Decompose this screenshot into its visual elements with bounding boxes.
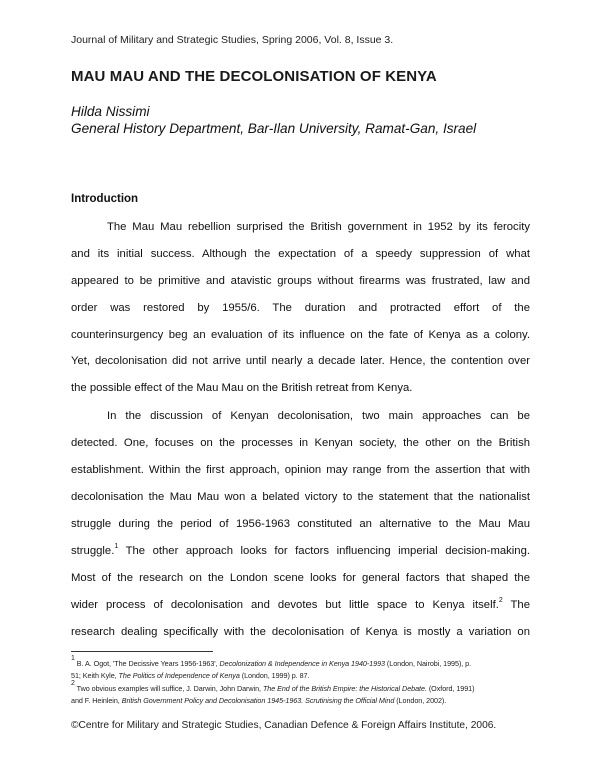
footnote-ref-1[interactable]: 1 bbox=[114, 543, 119, 550]
body-line: The Mau Mau rebellion surprised the British government in 1952 by its ferocity bbox=[107, 221, 530, 233]
article-title: MAU MAU AND THE DECOLONISATION OF KENYA bbox=[71, 68, 437, 85]
copyright-footer: ©Centre for Military and Strategic Studies, Canadian Defence & Foreign Affairs Institute, 2006. bbox=[71, 720, 497, 731]
body-line: appeared to be primitive and atavistic groups without firearms was frustrated, law and bbox=[71, 275, 530, 287]
body-line: Most of the research on the London scene looks for general factors that shaped the bbox=[71, 572, 530, 584]
body-line: wider process of decolonisation and devotes but little space to Kenya itself.$^2$ The bbox=[71, 597, 530, 611]
footnote-1: $^1$ B. A. Ogot, 'The Decissive Years 1956-1963', Decolonization & Independence in Kenya 1940-1993 (London, Nairobi, 1995), p. bbox=[71, 655, 472, 668]
footnote-divider bbox=[71, 651, 213, 652]
footnote-2: $^2$ Two obvious examples will suffice, J. Darwin, John Darwin, The End of the British Empire: the Historical Debate. (Oxford, 1991) bbox=[71, 680, 475, 693]
body-line: struggle during the period of 1956-1963 constituted an alternative to the Mau Mau bbox=[71, 518, 530, 530]
section-heading: Introduction bbox=[71, 193, 139, 205]
body-line: research dealing specifically with the decolonisation of Kenya is mostly a variation on bbox=[71, 626, 530, 638]
body-line: counterinsurgency beg an evaluation of its influence on the fate of Kenya as a colony. bbox=[71, 329, 530, 341]
journal-header: Journal of Military and Strategic Studies, Spring 2006, Vol. 8, Issue 3. bbox=[71, 34, 394, 46]
author-name: Hilda Nissimi bbox=[71, 104, 150, 119]
author-affiliation: General History Department, Bar-Ilan University, Ramat-Gan, Israel bbox=[71, 121, 477, 136]
body-line: the possible effect of the Mau Mau on the British retreat from Kenya. bbox=[71, 382, 413, 394]
body-line: In the discussion of Kenyan decolonisation, two main approaches can be bbox=[107, 410, 530, 422]
footnote-1-continued: 51; Keith Kyle, The Politics of Independence of Kenya (London, 1999) p. 87. bbox=[71, 671, 310, 680]
body-line: order was restored by 1955/6. The duration and protracted effort of the bbox=[71, 302, 530, 314]
body-line: Yet, decolonisation did not arrive until nearly a decade later. Hence, the contention over bbox=[71, 355, 530, 367]
body-line: and its initial success. Although the expectation of a speedy suppression of what bbox=[71, 248, 530, 260]
body-line: establishment. Within the first approach, opinion may range from the assertion that with bbox=[71, 464, 530, 476]
body-line: decolonisation the Mau Mau won a belated victory to the statement that the nationalist bbox=[71, 491, 530, 503]
footnote-2-continued: and F. Heinlein, British Government Policy and Decolonisation 1945-1963. Scrutinising the Official Mind (London, 2002). bbox=[71, 696, 447, 705]
body-line: detected. One, focuses on the processes in Kenyan society, the other on the British bbox=[71, 437, 530, 449]
body-line: struggle.$^1$ The other approach looks for factors influencing imperial decision-making. bbox=[71, 543, 530, 557]
footnote-ref-2[interactable]: 2 bbox=[498, 597, 503, 604]
